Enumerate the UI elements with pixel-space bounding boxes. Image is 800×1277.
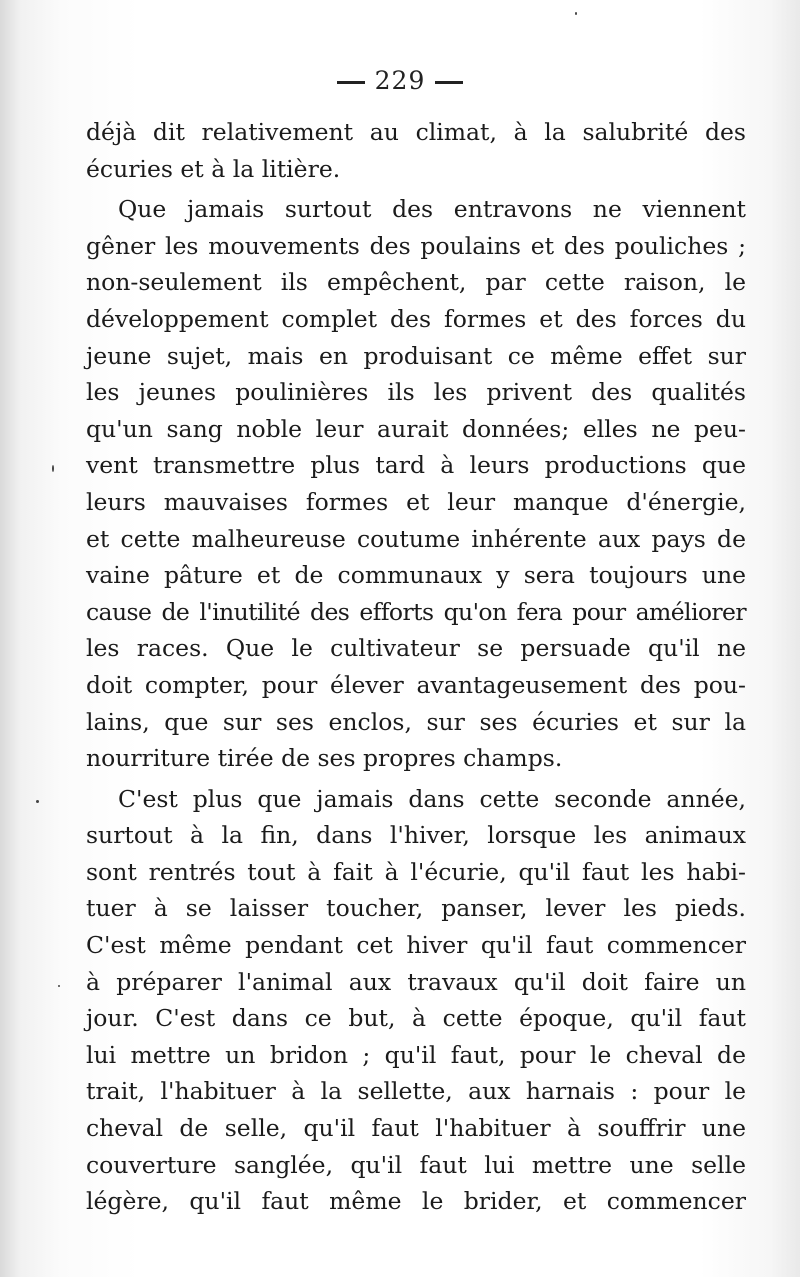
text-line: surtout à la fin, dans l'hiver, lorsque les animaux [86,821,746,850]
paragraph [86,191,746,777]
ink-speck [36,800,39,803]
ink-speck [52,465,54,472]
text-line: non-seulement ils empêchent, par cette raison, le [86,268,746,297]
text-line: et cette malheureuse coutume inhérente aux pays de [86,524,746,553]
text-line: légère, qu'il faut même le brider, et commencer [86,1187,746,1216]
text-line: trait, l'habituer à la sellette, aux harnais : pour le [86,1077,746,1106]
text-line: vent transmettre plus tard à leurs productions que [86,451,746,480]
text-line: sont rentrés tout à fait à l'écurie, qu'il faut les habi- [86,857,746,886]
text-line: Que jamais surtout des entravons ne viennent [118,195,746,224]
text-line: lains, que sur ses enclos, sur ses écuries et sur la [86,707,746,736]
page-number-header [0,66,800,95]
text-line: lui mettre un bridon ; qu'il faut, pour le cheval de [86,1040,746,1069]
text-line: qu'un sang noble leur aurait données; elles ne peu- [86,414,746,443]
text-line: cause de l'inutilité des efforts qu'on fera pour améliorer [86,597,746,626]
page-number: 229 [374,66,426,95]
text-line: jeune sujet, mais en produisant ce même effet sur [86,341,746,370]
left-rule [337,81,365,84]
text-line: leurs mauvaises formes et leur manque d'énergie, [86,487,746,516]
text-line: jour. C'est dans ce but, à cette époque, qu'il faut [86,1004,746,1033]
text-line: vaine pâture et de communaux y sera toujours une [86,561,746,590]
text-line: doit compter, pour élever avantageusement des pou- [86,670,746,699]
text-line: les jeunes poulinières ils les privent des qualités [86,378,746,407]
text-line: les races. Que le cultivateur se persuade qu'il ne [86,634,746,663]
right-rule [435,81,463,84]
text-line: C'est même pendant cet hiver qu'il faut commencer [86,931,746,960]
text-line: cheval de selle, qu'il faut l'habituer à souffrir une [86,1114,746,1143]
text-line: déjà dit relativement au climat, à la salubrité des [86,118,746,146]
text-line: nourriture tirée de ses propres champs. [86,744,563,773]
text-line: tuer à se laisser toucher, panser, lever les pieds. [86,894,746,923]
text-line: écuries et à la litière. [86,154,341,183]
text-line: gêner les mouvements des poulains et des pouliches ; [86,231,746,260]
paragraph [86,114,746,187]
paragraph [86,781,746,1220]
text-line: développement complet des formes et des forces du [86,304,746,333]
ink-speck [58,985,60,987]
text-line: C'est plus que jamais dans cette seconde année, [118,784,746,813]
body-text [86,114,746,1220]
ink-speck [575,12,577,15]
text-line: couverture sanglée, qu'il faut lui mettre une selle [86,1150,746,1179]
text-line: à préparer l'animal aux travaux qu'il doit faire un [86,967,746,996]
